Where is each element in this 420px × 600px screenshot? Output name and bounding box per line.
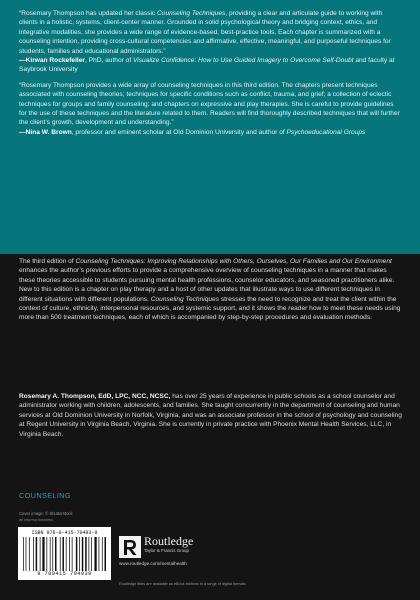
barcode-bar [42,537,44,571]
barcode-bar [52,537,53,571]
isbn-label: ISBN 978-0-415-70493-9 [31,530,98,536]
barcode-bar [59,537,60,571]
barcode-bar [39,537,40,571]
barcode-bar [94,537,96,571]
endorser-name: —Nina W. Brown [19,128,72,136]
cover-credit: Cover image: © Shutterstock [19,511,73,516]
barcode-bar [33,537,34,571]
endorsements-panel [0,0,420,254]
endorsement-brown: “Rosemary Thompson provides a wide array of counseling techniques in this third edition. The chapters present techniques associated with counseling theories; techniques for specific conditions such as conflict, trauma, and grief; a collection of eclectic techniques for groups and family counseling; and chapters on expressive and play therapies. She is careful to provide guidelines for the use of these techniques and the literature related to them. Readers will find thoroughly described techniques that will further the client’s growth, development and understanding.” —Nina W. Brown, professor and eminent scholar at Old Dominion University and author of Psychoeducational Groups [19,81,400,136]
barcode-bar [69,537,70,571]
publisher-url[interactable]: www.routledge.com/mentalhealth [119,561,187,566]
barcode-bar [91,537,92,571]
barcode-bar [98,537,99,571]
publisher-brand [144,535,193,553]
barcode-bar [35,537,37,571]
publisher-group: Taylor & Francis Group [144,548,189,553]
routledge-r-logo-icon [119,536,141,558]
barcode-bar [101,537,102,571]
endorsement-rockefeller: “Rosemary Thompson has updated her classic Counseling Techniques, providing a clear and articulate guide to working with clients in a holistic, systems, client-center manner. Grounded in solid psychological theory and bridging context, ethics, and integrative modalities, she provides a wide range of evidence-based, best-practice tools. Each chapter is summarized with a counseling intention, providing cross-cultural competencies and affirmative, effective, meaningful, and purposeful techniques for students, families and educational administrators.” —Kirwan Rockefeller, PhD, author of Visualize Confidence: How to Use Guided Imagery to Overcome Self-Doubt and faculty at Saybrook University [19,10,395,74]
barcode-bar [49,537,50,571]
barcode-bar [28,537,29,571]
ebook-note: Routledge titles are available as eBook editions in a range of digital formats [119,582,246,586]
barcode-bar [71,537,72,571]
barcode-bar [55,537,57,571]
barcode-digits: 9 780415 704939 [37,571,92,577]
subject-category: COUNSELING [19,491,71,500]
barcode-bar [25,537,26,571]
barcode [18,527,111,580]
book-description: The third edition of Counseling Techniques: Improving Relationships with Others, Ourselves, Our Families and Our Environment enhances the author’s previous efforts to provide a comprehensive overview of counseling techniques in a manner that makes these theories accessible to students pursuing mental health professions, counselor educators, and seasoned practitioners alike. New to this edition is a chapter on play therapy and a host of other updates that illustrate ways to use different techniques in different situations with different populations. Counseling Techniques stresses the need to recognize and treat the client within the context of culture, ethnicity, interpersonal resources, and systemic support, and it shows the reader how to meet these needs using more than 500 treatment techniques, each of which is accompanied by step-by-step procedures and evaluation methods. [19,258,401,322]
barcode-bar [79,537,80,571]
barcode-bar [23,537,24,571]
barcode-bar [81,537,83,571]
informa-line: an informa business [19,518,53,522]
barcode-bar [62,537,64,571]
barcode-bar [88,537,89,571]
barcode-bar [104,537,106,571]
barcode-bar [46,537,47,571]
barcode-bar [75,537,77,571]
barcode-bar [65,537,66,571]
barcode-bar [85,537,87,571]
publisher-name: Routledge [144,534,194,548]
barcode-bars [23,537,107,571]
author-name: Rosemary A. Thompson, EdD, LPC, NCC, NCSC, [19,393,171,400]
endorser-name: —Kirwan Rockefeller [19,57,85,65]
author-bio: Rosemary A. Thompson, EdD, LPC, NCC, NCSC, has over 25 years of experience in public schools as a school counselor and administrator working with children, adolescents, and families. She taught concurrently in the department of counseling and human services at Old Dominion University in Norfolk, Virginia, and was an associate professor in the school of psychology and counseling at Regent University in Virginia Beach, Virginia. She is currently in private practice with Phoenix Mental Health Services, LLC, in Virginia Beach. [19,393,402,438]
